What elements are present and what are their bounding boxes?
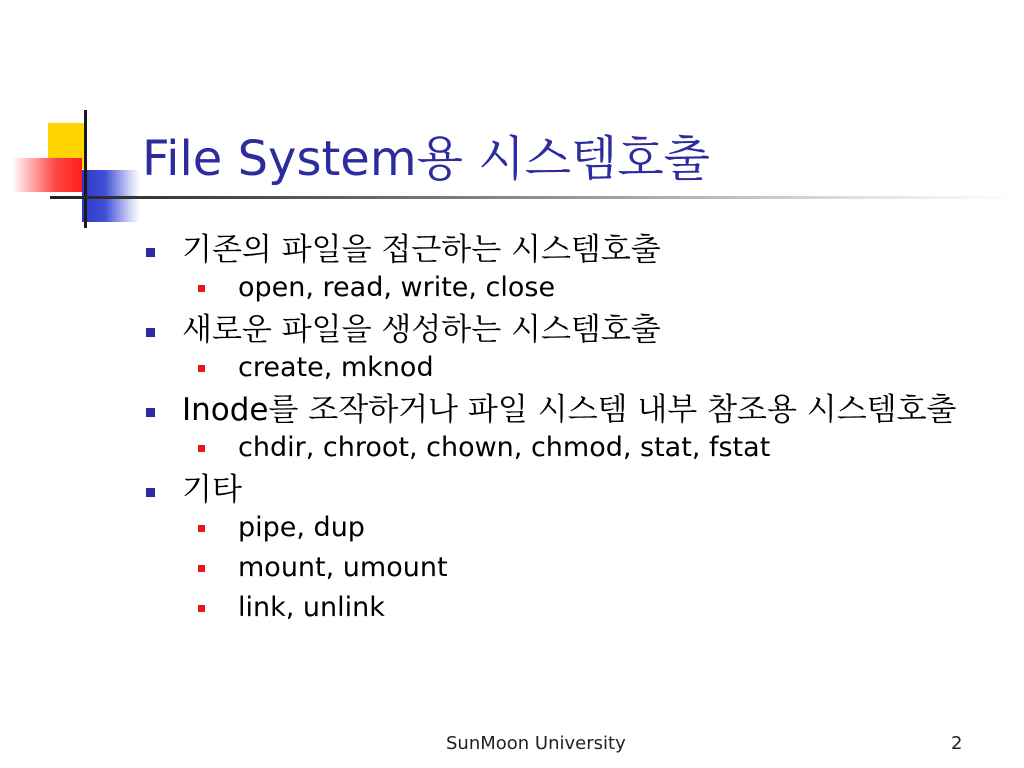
sub-bullet-text: link, unlink (238, 592, 385, 623)
square-bullet-icon (198, 365, 205, 372)
square-bullet-icon (198, 525, 205, 532)
sub-bullet-text: mount, umount (238, 552, 448, 583)
square-bullet-icon (146, 488, 155, 497)
bullet-item (142, 232, 1002, 268)
bullet-item (142, 392, 1002, 428)
bullet-text: 기타 (182, 472, 242, 508)
sub-bullet-text: open, read, write, close (238, 272, 556, 303)
square-bullet-icon (198, 445, 205, 452)
page-number: 2 (951, 733, 963, 754)
sub-bullet-item (142, 428, 1002, 468)
sub-bullet-text: chdir, chroot, chown, chmod, stat, fstat (238, 432, 771, 463)
bullet-item (142, 312, 1002, 348)
slide-title: File System용 시스템호출 (142, 131, 711, 187)
bullet-item (142, 472, 1002, 508)
sub-bullet-item (142, 348, 1002, 388)
square-bullet-icon (146, 408, 155, 417)
sub-bullet-text: create, mknod (238, 352, 434, 383)
bullet-text: 기존의 파일을 접근하는 시스템호출 (182, 232, 661, 268)
square-bullet-icon (198, 565, 205, 572)
square-bullet-icon (146, 248, 155, 257)
bullet-text: Inode를 조작하거나 파일 시스템 내부 참조용 시스템호출 (182, 392, 957, 428)
sub-bullet-item (142, 508, 1002, 548)
bullet-list (142, 228, 1002, 628)
square-bullet-icon (198, 285, 205, 292)
bullet-text: 새로운 파일을 생성하는 시스템호출 (182, 312, 661, 348)
sub-bullet-text: pipe, dup (238, 512, 365, 543)
logo-red-square (12, 158, 82, 192)
square-bullet-icon (198, 605, 205, 612)
sub-bullet-item (142, 268, 1002, 308)
square-bullet-icon (146, 328, 155, 337)
sub-bullet-item (142, 548, 1002, 588)
sub-bullet-item (142, 588, 1002, 628)
logo-vertical-line (84, 110, 87, 228)
footer-institution: SunMoon University (446, 733, 626, 754)
title-underline (50, 196, 1020, 199)
